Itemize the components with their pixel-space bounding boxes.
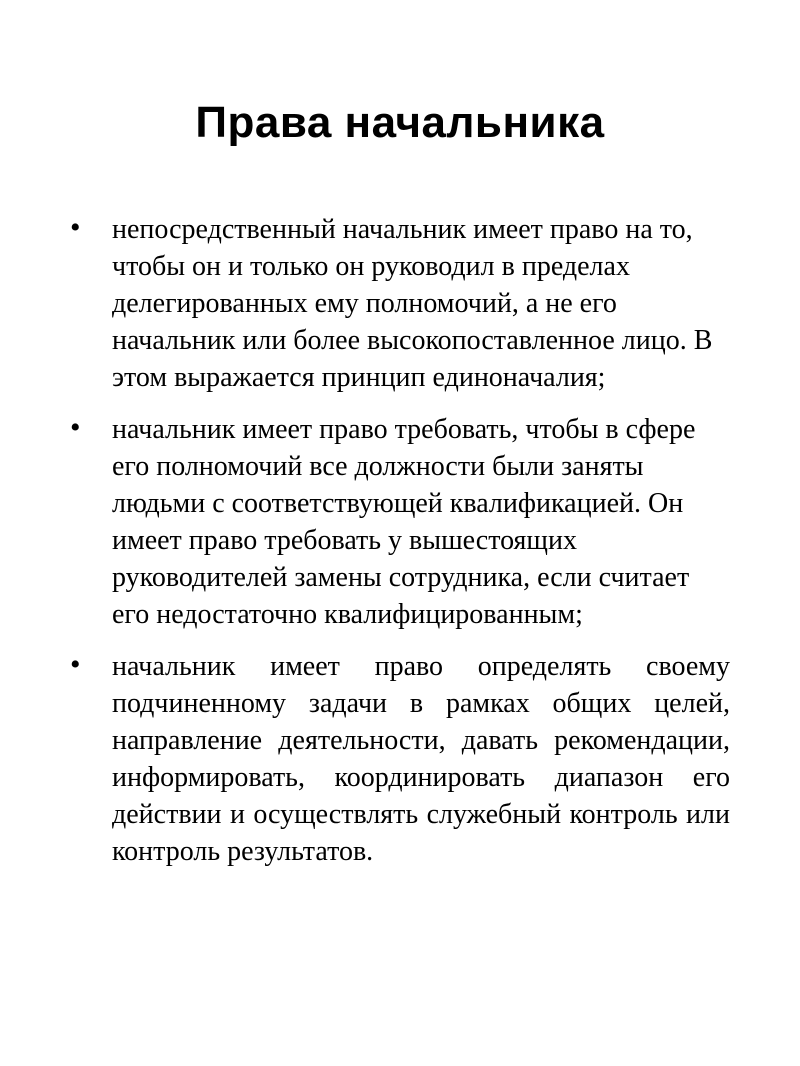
bullet-list — [68, 211, 730, 870]
bullet-item — [68, 411, 730, 633]
bullet-text: начальник имеет право требовать, чтобы в сфере его полномочий все должности были заняты людьми с соответствующей квалификацией. Он имеет право требовать у вышестоящих руководителей замены сотрудника, если считает его недостаточно квалифицированным; — [112, 413, 696, 630]
bullet-item — [68, 211, 730, 396]
slide-title: Права начальника — [195, 98, 605, 147]
bullet-item — [68, 648, 730, 870]
bullet-text: непосредственный начальник имеет право на то, чтобы он и только он руководил в пределах делегированных ему полномочий, а не его начальник или более высокопоставленное лицо. В этом выражается принцип единоначалия; — [112, 213, 713, 393]
bullet-marker: • — [70, 410, 81, 444]
bullet-marker: • — [70, 647, 81, 681]
bullet-marker: • — [70, 210, 81, 244]
bullet-text: начальник имеет право определять своему подчиненному задачи в рамках общих целей, направление деятельности, давать рекомендации, информировать, координировать диапазон его действии и осуществлять служебный контроль или контроль результатов. — [112, 650, 730, 867]
